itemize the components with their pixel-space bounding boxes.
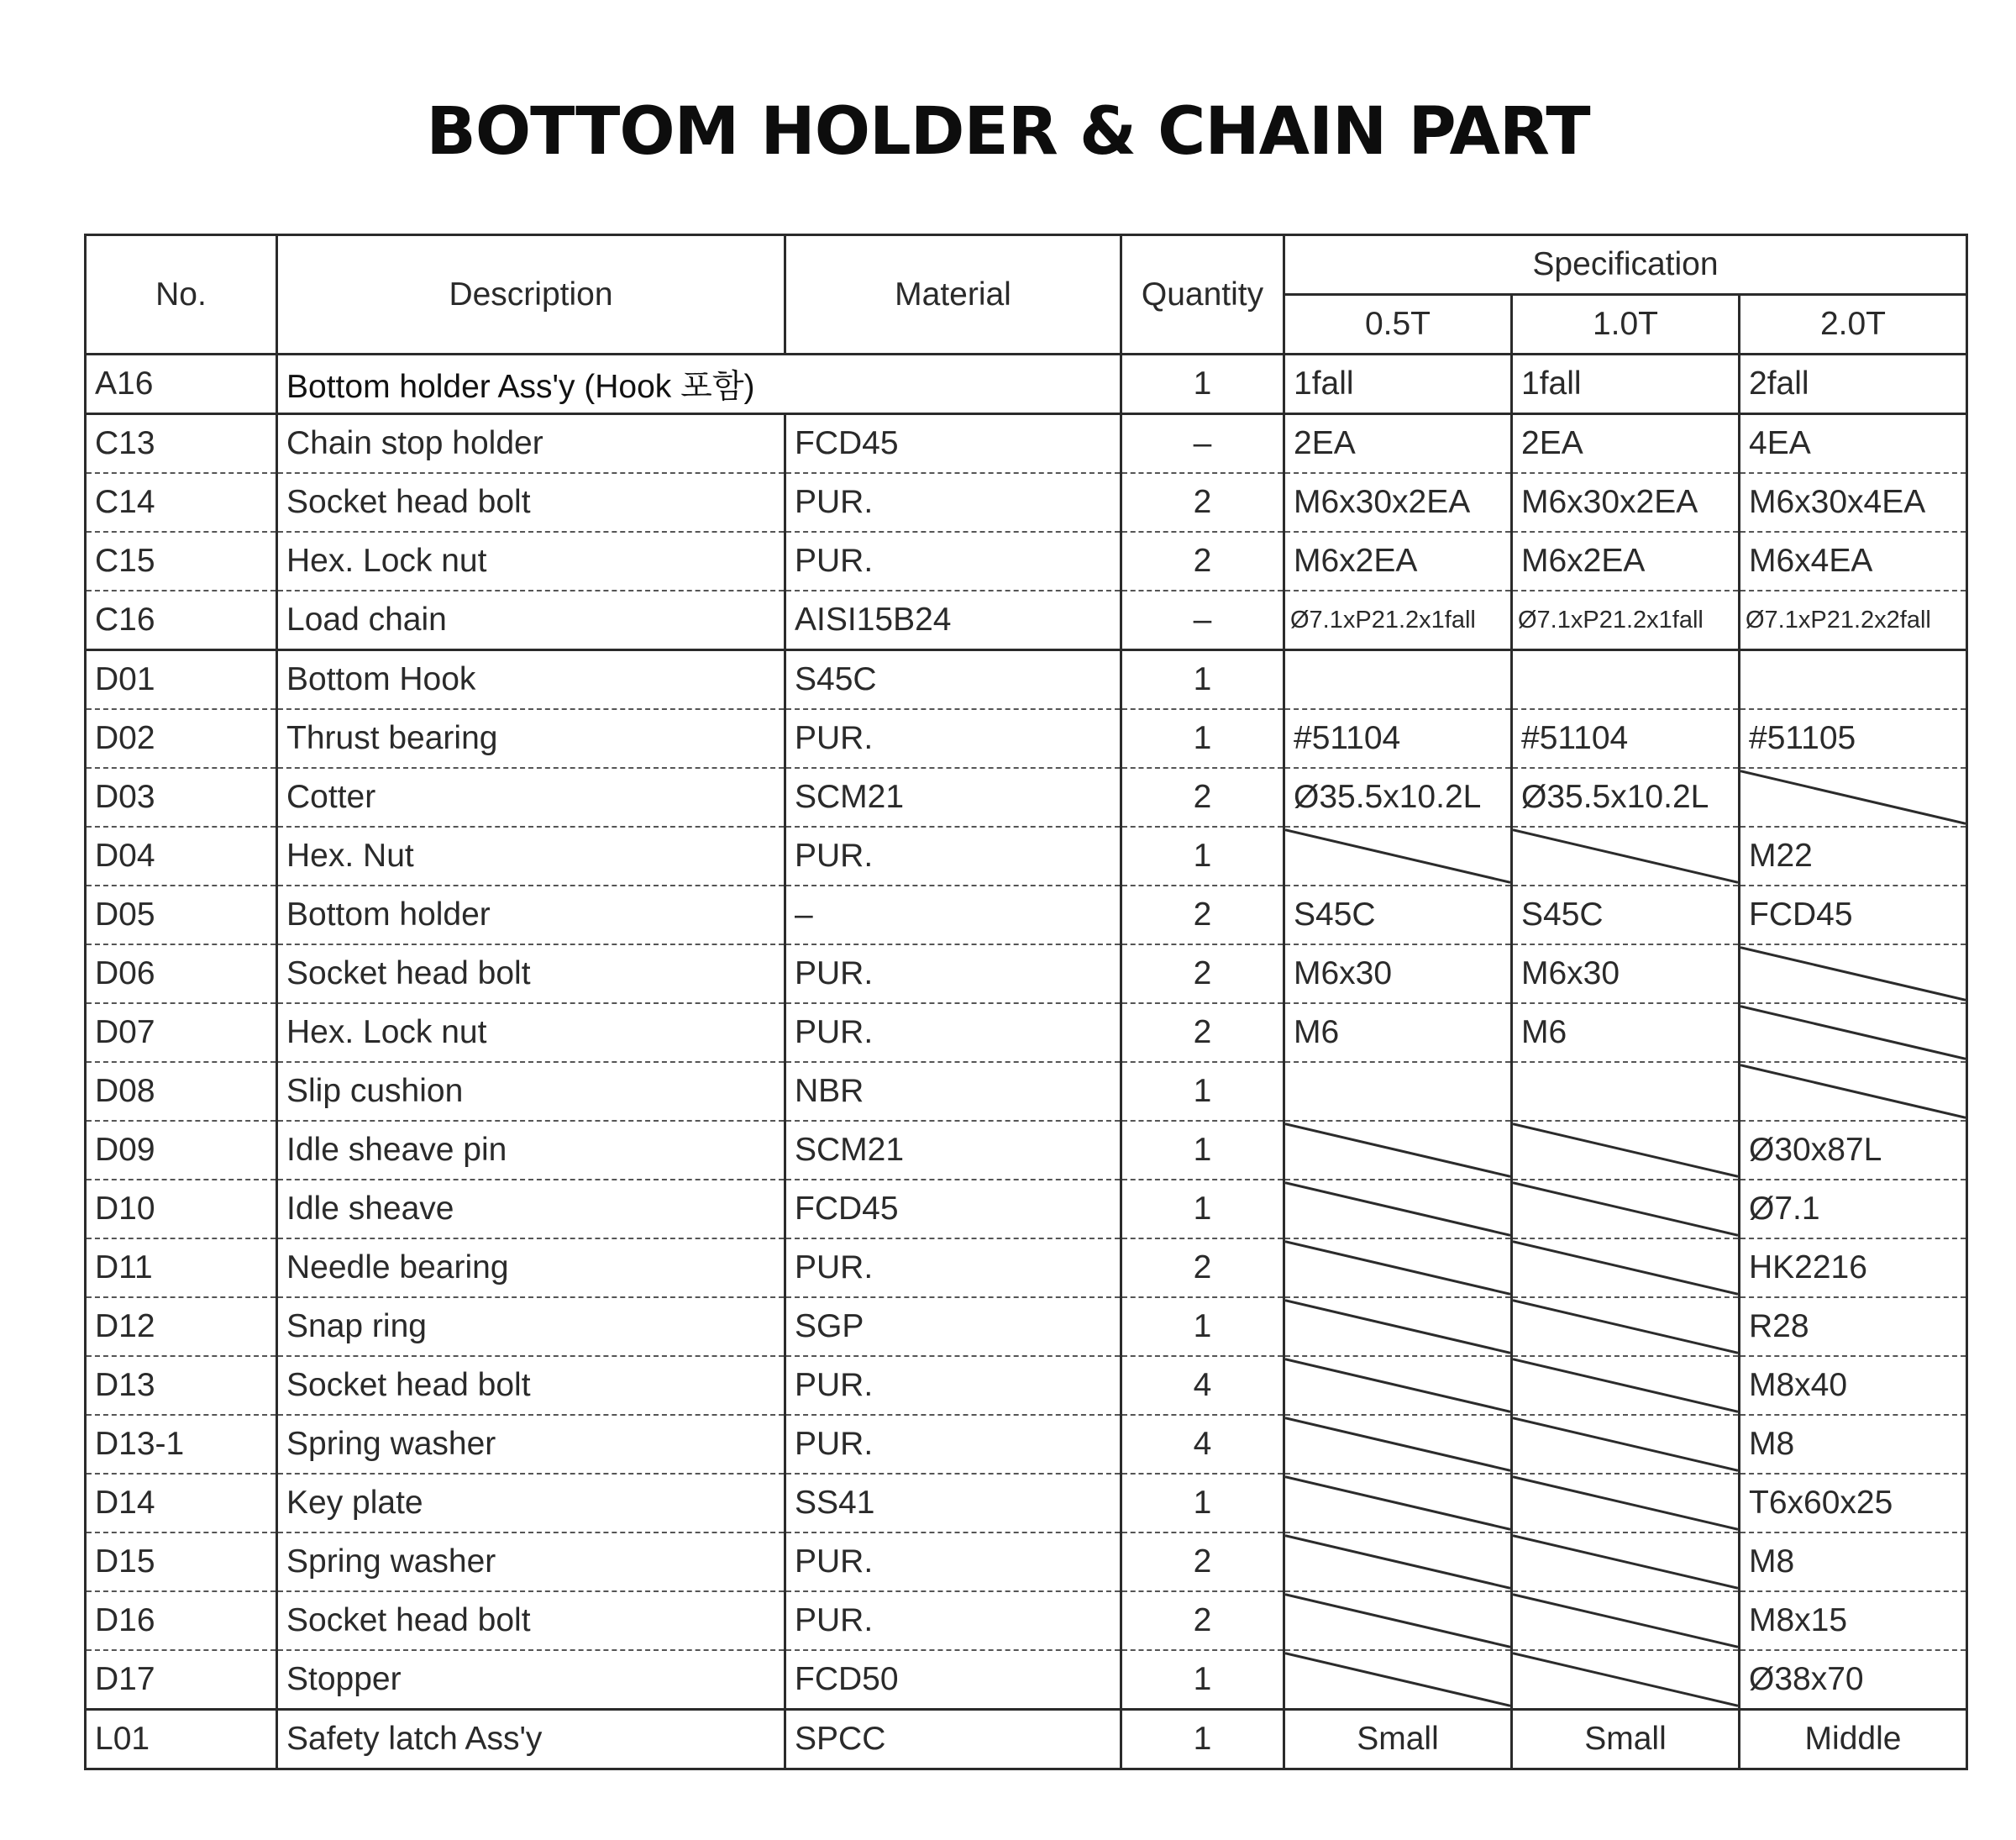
spec-cell (1512, 1474, 1740, 1532)
not-applicable-slash (1513, 1416, 1738, 1473)
part-quantity: 1 (1121, 827, 1284, 886)
part-material: SGP (785, 1297, 1121, 1356)
spec-cell: #51105 (1740, 709, 1967, 768)
spec-cell: M22 (1740, 827, 1967, 886)
not-applicable-slash (1513, 1298, 1738, 1355)
part-description: Needle bearing (277, 1238, 785, 1297)
not-applicable-slash (1285, 1357, 1510, 1414)
spec-cell: FCD45 (1740, 886, 1967, 944)
header-spec-0-5t: 0.5T (1284, 295, 1512, 355)
part-number: D01 (86, 650, 277, 710)
table-row (86, 1415, 1967, 1474)
part-quantity: 4 (1121, 1415, 1284, 1474)
part-material: SS41 (785, 1474, 1121, 1532)
part-material: AISI15B24 (785, 591, 1121, 650)
table-row (86, 1356, 1967, 1415)
part-quantity: 2 (1121, 1532, 1284, 1591)
not-applicable-slash (1513, 1180, 1738, 1238)
part-material: PUR. (785, 532, 1121, 591)
table-row (86, 709, 1967, 768)
table-row (86, 1650, 1967, 1710)
spec-cell (1284, 1356, 1512, 1415)
part-material: FCD50 (785, 1650, 1121, 1710)
table-row (86, 414, 1967, 474)
spec-cell: 2EA (1284, 414, 1512, 474)
part-quantity: – (1121, 591, 1284, 650)
part-description: Spring washer (277, 1532, 785, 1591)
part-material: PUR. (785, 1591, 1121, 1650)
spec-cell: S45C (1284, 886, 1512, 944)
spec-cell (1512, 1297, 1740, 1356)
part-number: D15 (86, 1532, 277, 1591)
header-quantity: Quantity (1121, 235, 1284, 355)
spec-cell: HK2216 (1740, 1238, 1967, 1297)
part-quantity: 1 (1121, 650, 1284, 710)
spec-cell: M6x2EA (1284, 532, 1512, 591)
part-material: PUR. (785, 1356, 1121, 1415)
part-description: Spring washer (277, 1415, 785, 1474)
spec-cell: M6x2EA (1512, 532, 1740, 591)
spec-cell (1512, 1415, 1740, 1474)
spec-cell: 4EA (1740, 414, 1967, 474)
table-row (86, 1121, 1967, 1180)
spec-cell (1740, 1003, 1967, 1062)
part-quantity: 2 (1121, 1591, 1284, 1650)
spec-cell: T6x60x25 (1740, 1474, 1967, 1532)
table-row (86, 473, 1967, 532)
not-applicable-slash (1740, 1063, 1966, 1120)
spec-cell (1512, 1062, 1740, 1121)
header-specification: Specification (1284, 235, 1967, 295)
part-quantity: 1 (1121, 1474, 1284, 1532)
spec-cell: M6x30x2EA (1284, 473, 1512, 532)
spec-cell: 2EA (1512, 414, 1740, 474)
not-applicable-slash (1740, 1004, 1966, 1061)
part-quantity: 2 (1121, 768, 1284, 827)
table-row (86, 944, 1967, 1003)
part-quantity: 1 (1121, 355, 1284, 414)
not-applicable-slash (1285, 1239, 1510, 1296)
part-quantity: 2 (1121, 944, 1284, 1003)
part-quantity: 1 (1121, 1650, 1284, 1710)
table-row (86, 1238, 1967, 1297)
part-material: FCD45 (785, 414, 1121, 474)
part-material: PUR. (785, 473, 1121, 532)
page-title: BOTTOM HOLDER & CHAIN PART (426, 94, 1590, 170)
not-applicable-slash (1285, 1298, 1510, 1355)
table-row (86, 827, 1967, 886)
spec-cell: 2fall (1740, 355, 1967, 414)
not-applicable-slash (1285, 1651, 1510, 1708)
parts-body (86, 355, 1967, 1769)
not-applicable-slash (1285, 828, 1510, 885)
part-number: L01 (86, 1710, 277, 1769)
table-row (86, 1532, 1967, 1591)
part-description: Socket head bolt (277, 944, 785, 1003)
spec-cell (1512, 827, 1740, 886)
part-material: PUR. (785, 1003, 1121, 1062)
spec-cell (1512, 1356, 1740, 1415)
part-description: Idle sheave (277, 1180, 785, 1238)
part-description: Bottom Hook (277, 650, 785, 710)
table-row (86, 1297, 1967, 1356)
not-applicable-slash (1513, 1651, 1738, 1708)
spec-cell (1284, 1238, 1512, 1297)
part-quantity: 2 (1121, 473, 1284, 532)
not-applicable-slash (1513, 1239, 1738, 1296)
spec-cell: M6x30x2EA (1512, 473, 1740, 532)
table-row (86, 1062, 1967, 1121)
part-number: D13 (86, 1356, 277, 1415)
spec-cell: M6x30 (1512, 944, 1740, 1003)
header-material: Material (785, 235, 1121, 355)
header-no: No. (86, 235, 277, 355)
part-description: Chain stop holder (277, 414, 785, 474)
spec-cell: Middle (1740, 1710, 1967, 1769)
table-row (86, 1591, 1967, 1650)
not-applicable-slash (1285, 1475, 1510, 1532)
table-row (86, 532, 1967, 591)
part-number: D12 (86, 1297, 277, 1356)
spec-cell: M8x15 (1740, 1591, 1967, 1650)
part-number: D05 (86, 886, 277, 944)
spec-cell: M8x40 (1740, 1356, 1967, 1415)
part-material: SCM21 (785, 768, 1121, 827)
part-description: Snap ring (277, 1297, 785, 1356)
not-applicable-slash (1513, 1592, 1738, 1649)
spec-cell (1512, 1180, 1740, 1238)
spec-cell: M8 (1740, 1532, 1967, 1591)
spec-cell: S45C (1512, 886, 1740, 944)
spec-cell (1512, 1121, 1740, 1180)
spec-cell (1512, 650, 1740, 710)
table-row (86, 1474, 1967, 1532)
spec-cell (1512, 1591, 1740, 1650)
part-description: Stopper (277, 1650, 785, 1710)
not-applicable-slash (1285, 1533, 1510, 1590)
part-quantity: 1 (1121, 1710, 1284, 1769)
part-number: D04 (86, 827, 277, 886)
not-applicable-slash (1285, 1180, 1510, 1238)
spec-cell: #51104 (1284, 709, 1512, 768)
part-material: PUR. (785, 827, 1121, 886)
part-quantity: 1 (1121, 1297, 1284, 1356)
spec-cell (1284, 1121, 1512, 1180)
not-applicable-slash (1285, 1122, 1510, 1179)
spec-cell: Ø7.1xP21.2x1fall (1512, 591, 1740, 650)
header-description: Description (277, 235, 785, 355)
part-quantity: 2 (1121, 1238, 1284, 1297)
part-description: Key plate (277, 1474, 785, 1532)
not-applicable-slash (1513, 1475, 1738, 1532)
part-material: NBR (785, 1062, 1121, 1121)
spec-cell (1284, 1532, 1512, 1591)
part-quantity: 1 (1121, 1121, 1284, 1180)
part-description: Thrust bearing (277, 709, 785, 768)
not-applicable-slash (1513, 1533, 1738, 1590)
not-applicable-slash (1740, 769, 1966, 826)
part-material: PUR. (785, 944, 1121, 1003)
spec-cell: #51104 (1512, 709, 1740, 768)
part-number: C16 (86, 591, 277, 650)
spec-cell (1284, 827, 1512, 886)
spec-cell (1284, 1474, 1512, 1532)
header-spec-1-0t: 1.0T (1512, 295, 1740, 355)
spec-cell (1284, 1415, 1512, 1474)
part-number: D10 (86, 1180, 277, 1238)
part-material: PUR. (785, 1238, 1121, 1297)
part-quantity: 4 (1121, 1356, 1284, 1415)
part-description: Idle sheave pin (277, 1121, 785, 1180)
part-material: S45C (785, 650, 1121, 710)
part-number: D09 (86, 1121, 277, 1180)
part-quantity: 1 (1121, 709, 1284, 768)
part-material: SPCC (785, 1710, 1121, 1769)
not-applicable-slash (1285, 1592, 1510, 1649)
part-number: D16 (86, 1591, 277, 1650)
part-quantity: 1 (1121, 1062, 1284, 1121)
part-description: Hex. Nut (277, 827, 785, 886)
part-material: SCM21 (785, 1121, 1121, 1180)
part-quantity: 1 (1121, 1180, 1284, 1238)
spec-cell: Ø35.5x10.2L (1512, 768, 1740, 827)
part-quantity: 2 (1121, 886, 1284, 944)
not-applicable-slash (1285, 1416, 1510, 1473)
part-description: Socket head bolt (277, 1591, 785, 1650)
spec-cell: Ø7.1xP21.2x2fall (1740, 591, 1967, 650)
part-description: Hex. Lock nut (277, 532, 785, 591)
spec-cell: 1fall (1512, 355, 1740, 414)
spec-cell: Small (1284, 1710, 1512, 1769)
spec-cell (1284, 1297, 1512, 1356)
part-material: PUR. (785, 1415, 1121, 1474)
spec-cell: Small (1512, 1710, 1740, 1769)
spec-cell: Ø7.1 (1740, 1180, 1967, 1238)
spec-cell (1740, 768, 1967, 827)
part-number: C14 (86, 473, 277, 532)
spec-cell: M6x4EA (1740, 532, 1967, 591)
spec-cell (1740, 650, 1967, 710)
spec-cell: Ø38x70 (1740, 1650, 1967, 1710)
part-number: C15 (86, 532, 277, 591)
spec-cell: Ø35.5x10.2L (1284, 768, 1512, 827)
spec-cell (1512, 1238, 1740, 1297)
spec-cell (1740, 944, 1967, 1003)
table-row (86, 1710, 1967, 1769)
part-number: D03 (86, 768, 277, 827)
spec-cell: R28 (1740, 1297, 1967, 1356)
part-number: D14 (86, 1474, 277, 1532)
part-quantity: 2 (1121, 1003, 1284, 1062)
spec-cell (1284, 650, 1512, 710)
spec-cell: Ø30x87L (1740, 1121, 1967, 1180)
spec-cell: 1fall (1284, 355, 1512, 414)
part-material: PUR. (785, 1532, 1121, 1591)
table-row (86, 886, 1967, 944)
part-quantity: 2 (1121, 532, 1284, 591)
part-quantity: – (1121, 414, 1284, 474)
part-number: D17 (86, 1650, 277, 1710)
spec-cell: Ø7.1xP21.2x1fall (1284, 591, 1512, 650)
spec-cell: M6x30x4EA (1740, 473, 1967, 532)
part-number: D02 (86, 709, 277, 768)
table-row (86, 1003, 1967, 1062)
part-description: Hex. Lock nut (277, 1003, 785, 1062)
part-number: D07 (86, 1003, 277, 1062)
parts-table (84, 234, 1968, 1770)
table-row (86, 355, 1967, 414)
spec-cell: M6 (1284, 1003, 1512, 1062)
part-number: D11 (86, 1238, 277, 1297)
spec-cell (1512, 1650, 1740, 1710)
part-number: D06 (86, 944, 277, 1003)
spec-cell: M6 (1512, 1003, 1740, 1062)
part-description: Slip cushion (277, 1062, 785, 1121)
spec-cell (1512, 1532, 1740, 1591)
part-material: PUR. (785, 709, 1121, 768)
spec-cell (1284, 1591, 1512, 1650)
table-row (86, 1180, 1967, 1238)
part-number: D08 (86, 1062, 277, 1121)
header-spec-2-0t: 2.0T (1740, 295, 1967, 355)
spec-cell: M6x30 (1284, 944, 1512, 1003)
spec-cell (1284, 1180, 1512, 1238)
part-number: C13 (86, 414, 277, 474)
not-applicable-slash (1740, 945, 1966, 1002)
not-applicable-slash (1513, 1357, 1738, 1414)
spec-cell (1284, 1650, 1512, 1710)
part-material: – (785, 886, 1121, 944)
spec-cell: M8 (1740, 1415, 1967, 1474)
spec-cell (1740, 1062, 1967, 1121)
not-applicable-slash (1513, 828, 1738, 885)
part-description: Cotter (277, 768, 785, 827)
part-description: Bottom holder Ass'y (Hook 포함) (277, 355, 1121, 414)
table-row (86, 591, 1967, 650)
table-row (86, 768, 1967, 827)
part-number: D13-1 (86, 1415, 277, 1474)
part-material: FCD45 (785, 1180, 1121, 1238)
not-applicable-slash (1513, 1122, 1738, 1179)
part-description: Socket head bolt (277, 1356, 785, 1415)
part-description: Safety latch Ass'y (277, 1710, 785, 1769)
part-description: Load chain (277, 591, 785, 650)
part-description: Bottom holder (277, 886, 785, 944)
spec-cell (1284, 1062, 1512, 1121)
table-row (86, 650, 1967, 710)
part-number: A16 (86, 355, 277, 414)
part-description: Socket head bolt (277, 473, 785, 532)
